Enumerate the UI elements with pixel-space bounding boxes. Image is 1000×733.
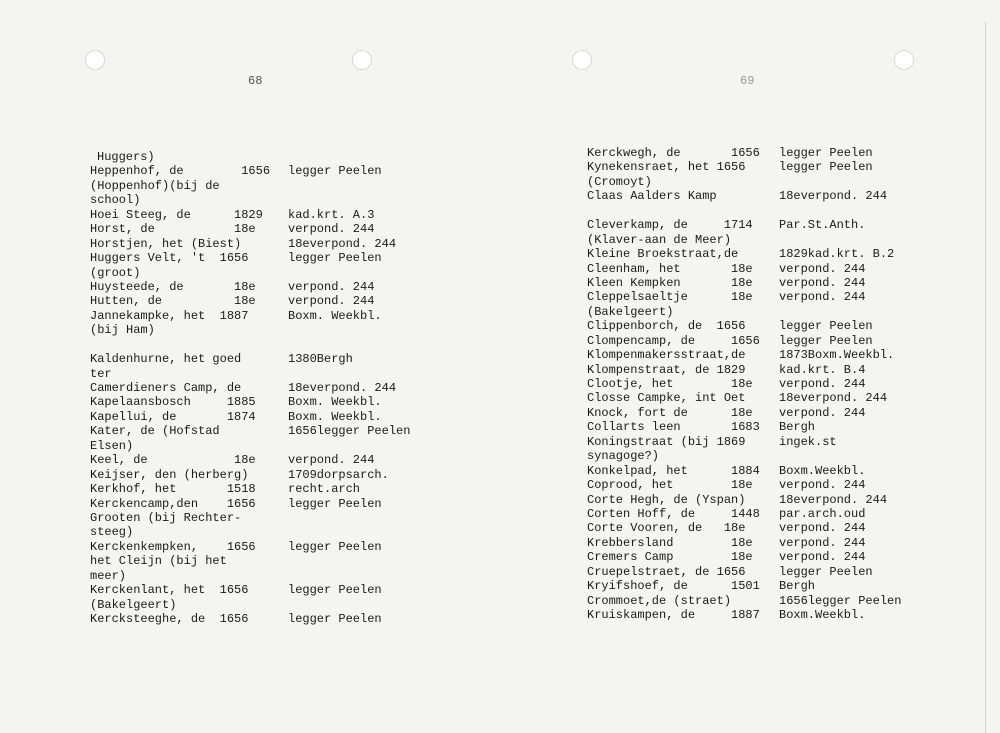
entry-name: (Cromoyt) xyxy=(587,174,652,189)
entry-name: Kryifshoef, de 1501 xyxy=(587,579,760,594)
entry-source: verpond. 244 xyxy=(779,290,866,305)
entry-name: Hutten, de 18e xyxy=(90,294,256,309)
entry-name: Horstjen, het (Biest) xyxy=(90,236,242,251)
entry-source: legger Peelen xyxy=(779,564,873,579)
entry-name: Hoei Steeg, de 1829 xyxy=(90,207,263,222)
entry-source: legger Peelen xyxy=(288,164,382,179)
index-entry xyxy=(90,280,430,294)
index-entry xyxy=(587,478,947,492)
entry-source: verpond. 244 xyxy=(288,279,375,294)
index-entry xyxy=(90,511,430,525)
entry-name: Kerckenlant, het 1656 xyxy=(90,583,249,598)
entry-name: Kater, de (Hofstad xyxy=(90,424,220,439)
entry-source: Bergh xyxy=(779,579,816,594)
entry-name: Kleine Broekstraat,de xyxy=(587,247,739,262)
entry-source: 1709dorpsarch. xyxy=(288,467,389,482)
entry-name: Klompenstraat, de 1829 xyxy=(587,362,746,377)
index-entry xyxy=(587,406,947,420)
entry-name: Camerdieners Camp, de xyxy=(90,381,242,395)
entry-source: par.arch.oud xyxy=(779,506,866,521)
index-entry xyxy=(587,290,947,304)
entry-name: Cremers Camp 18e xyxy=(587,550,753,565)
index-entry xyxy=(90,424,430,438)
index-entry xyxy=(587,594,947,608)
index-entry xyxy=(587,233,947,247)
entry-source: verpond. 244 xyxy=(288,453,375,468)
index-entry xyxy=(90,410,430,424)
index-entry xyxy=(90,294,430,308)
entry-source: 1656legger Peelen xyxy=(288,424,411,439)
page-edge-line xyxy=(985,22,986,733)
entry-source: 18everpond. 244 xyxy=(288,381,397,395)
entry-source: 18everpond. 244 xyxy=(288,236,397,251)
entry-name: meer) xyxy=(90,568,127,583)
index-entry xyxy=(587,521,947,535)
entry-source: Bergh xyxy=(779,420,816,435)
index-entry xyxy=(90,612,430,626)
left-index-column xyxy=(90,150,430,626)
entry-name: het Cleijn (bij het xyxy=(90,554,227,569)
index-entry xyxy=(587,189,947,203)
entry-name: Clippenborch, de 1656 xyxy=(587,319,746,334)
index-entry xyxy=(90,208,430,222)
index-entry xyxy=(587,391,947,405)
entry-name: Kapellui, de 1874 xyxy=(90,409,256,424)
entry-name: Corte Hegh, de (Yspan) xyxy=(587,492,746,507)
entry-source: Par.St.Anth. xyxy=(779,218,866,233)
index-entry xyxy=(587,348,947,362)
index-entry xyxy=(90,439,430,453)
entry-name: Koningstraat (bij 1869 xyxy=(587,434,746,449)
entry-source: legger Peelen xyxy=(288,583,382,598)
index-entry xyxy=(587,608,947,622)
index-entry xyxy=(90,583,430,597)
index-entry xyxy=(587,247,947,261)
index-entry xyxy=(90,367,430,381)
index-entry xyxy=(587,536,947,550)
entry-name: ter xyxy=(90,366,112,381)
index-entry xyxy=(587,579,947,593)
index-entry xyxy=(587,262,947,276)
entry-source: 18everpond. 244 xyxy=(779,391,888,406)
index-entry xyxy=(90,251,430,265)
index-entry xyxy=(90,237,430,251)
index-entry xyxy=(587,550,947,564)
entry-name: Jannekampke, het 1887 xyxy=(90,308,249,323)
entry-source: 1656legger Peelen xyxy=(779,593,902,608)
entry-name: Kapelaansbosch 1885 xyxy=(90,395,256,410)
entry-name: Claas Aalders Kamp xyxy=(587,189,717,204)
entry-name: (Hoppenhof)(bij de xyxy=(90,178,220,193)
entry-source: Boxm. Weekbl. xyxy=(288,308,382,323)
entry-name: Clootje, het 18e xyxy=(587,377,753,391)
entry-name: Grooten (bij Rechter- xyxy=(90,510,242,525)
entry-source: Boxm. Weekbl. xyxy=(288,409,382,424)
entry-source: verpond. 244 xyxy=(779,535,866,550)
index-entry xyxy=(90,309,430,323)
punch-hole-icon xyxy=(572,50,592,70)
index-entry xyxy=(90,569,430,583)
entry-name: synagoge?) xyxy=(587,449,660,464)
entry-source: Boxm.Weekbl. xyxy=(779,608,866,622)
entry-name: Cleppelsaeltje 18e xyxy=(587,290,753,305)
right-page-number: 69 xyxy=(740,74,755,88)
entry-name: Huggers) xyxy=(97,150,155,164)
entry-source: 1873Boxm.Weekbl. xyxy=(779,348,895,363)
entry-name: Corten Hoff, de 1448 xyxy=(587,506,760,521)
entry-name: Kruiskampen, de 1887 xyxy=(587,608,760,622)
entry-source: kad.krt. B.4 xyxy=(779,362,866,377)
index-entry xyxy=(90,352,430,366)
index-entry xyxy=(587,420,947,434)
entry-name: Kleen Kempken 18e xyxy=(587,275,753,290)
entry-source: ingek.st xyxy=(779,434,837,449)
punch-hole-icon xyxy=(894,50,914,70)
entry-name: Coprood, het 18e xyxy=(587,478,753,493)
entry-name: Elsen) xyxy=(90,438,134,453)
entry-source: 1380Bergh xyxy=(288,352,353,367)
entry-source: recht.arch xyxy=(288,482,361,497)
index-entry xyxy=(90,338,430,352)
entry-source: legger Peelen xyxy=(288,539,382,554)
entry-source: verpond. 244 xyxy=(779,521,866,536)
index-entry xyxy=(587,204,947,218)
entry-source: 18everpond. 244 xyxy=(779,492,888,507)
index-entry xyxy=(587,218,947,232)
index-entry xyxy=(587,334,947,348)
index-entry xyxy=(587,146,947,160)
entry-source: verpond. 244 xyxy=(779,550,866,565)
entry-source: verpond. 244 xyxy=(779,275,866,290)
entry-source: legger Peelen xyxy=(288,496,382,511)
entry-source: 1829kad.krt. B.2 xyxy=(779,247,895,262)
index-entry xyxy=(90,193,430,207)
entry-source: verpond. 244 xyxy=(779,405,866,420)
entry-name: Closse Campke, int Oet xyxy=(587,391,746,406)
index-entry xyxy=(90,554,430,568)
entry-name: Collarts leen 1683 xyxy=(587,420,760,435)
entry-name: Huggers Velt, 't 1656 xyxy=(90,251,249,266)
entry-name: Heppenhof, de 1656 xyxy=(90,164,271,179)
index-entry xyxy=(90,164,430,178)
entry-name: (Bakelgeert) xyxy=(587,304,674,319)
left-page-number: 68 xyxy=(248,74,263,88)
entry-source: Boxm. Weekbl. xyxy=(288,395,382,410)
entry-source: kad.krt. A.3 xyxy=(288,207,375,222)
index-entry xyxy=(90,497,430,511)
index-entry xyxy=(90,381,430,395)
punch-hole-icon xyxy=(352,50,372,70)
index-entry xyxy=(587,377,947,391)
entry-name: Kerckenkempken, 1656 xyxy=(90,539,256,554)
index-entry xyxy=(90,179,430,193)
entry-name: (groot) xyxy=(90,265,141,280)
index-entry xyxy=(90,222,430,236)
entry-name: Kerkhof, het 1518 xyxy=(90,482,256,497)
entry-source: legger Peelen xyxy=(779,146,873,160)
entry-source: 18everpond. 244 xyxy=(779,189,888,204)
index-entry xyxy=(587,305,947,319)
entry-name: Klompenmakersstraat,de xyxy=(587,348,746,363)
entry-name: Konkelpad, het 1884 xyxy=(587,463,760,478)
entry-name: Keijser, den (herberg) xyxy=(90,467,249,482)
entry-name: Kaldenhurne, het goed xyxy=(90,352,242,367)
index-entry xyxy=(587,449,947,463)
entry-name: Huysteede, de 18e xyxy=(90,279,256,294)
entry-name: Cruepelstraet, de 1656 xyxy=(587,564,746,579)
entry-name: Clompencamp, de 1656 xyxy=(587,333,760,348)
right-index-column xyxy=(587,146,947,622)
entry-name: (Klaver-aan de Meer) xyxy=(587,232,732,247)
entry-name: Kerckwegh, de 1656 xyxy=(587,146,760,160)
index-entry xyxy=(90,525,430,539)
entry-name: Kerckencamp,den 1656 xyxy=(90,496,256,511)
entry-name: Kercksteeghe, de 1656 xyxy=(90,612,249,626)
entry-source: legger Peelen xyxy=(779,319,873,334)
punch-hole-icon xyxy=(85,50,105,70)
entry-name: Cleverkamp, de 1714 xyxy=(587,218,753,233)
entry-source: verpond. 244 xyxy=(288,222,375,237)
entry-name: Keel, de 18e xyxy=(90,453,256,468)
entry-source: verpond. 244 xyxy=(288,294,375,309)
entry-name: Corte Vooren, de 18e xyxy=(587,521,746,536)
entry-name: Horst, de 18e xyxy=(90,222,256,237)
index-entry xyxy=(587,565,947,579)
index-entry xyxy=(90,323,430,337)
entry-source: verpond. 244 xyxy=(779,478,866,493)
index-entry xyxy=(90,395,430,409)
index-entry xyxy=(90,598,430,612)
entry-name: Cleenham, het 18e xyxy=(587,261,753,276)
entry-source: legger Peelen xyxy=(779,333,873,348)
index-entry xyxy=(587,175,947,189)
entry-source: legger Peelen xyxy=(779,160,873,175)
index-entry xyxy=(587,507,947,521)
entry-source: legger Peelen xyxy=(288,612,382,626)
entry-name: Kynekensraet, het 1656 xyxy=(587,160,746,175)
index-entry xyxy=(90,266,430,280)
index-entry xyxy=(90,540,430,554)
index-entry xyxy=(90,482,430,496)
entry-source: verpond. 244 xyxy=(779,377,866,391)
index-entry xyxy=(587,276,947,290)
index-entry xyxy=(587,464,947,478)
entry-name: school) xyxy=(90,193,141,208)
entry-name: Knock, fort de 18e xyxy=(587,405,753,420)
index-entry xyxy=(587,363,947,377)
index-entry xyxy=(90,468,430,482)
entry-source: verpond. 244 xyxy=(779,261,866,276)
index-entry xyxy=(90,453,430,467)
entry-name: (bij Ham) xyxy=(90,323,155,338)
index-entry xyxy=(90,150,430,164)
entry-source: legger Peelen xyxy=(288,251,382,266)
index-entry xyxy=(587,493,947,507)
index-entry xyxy=(587,319,947,333)
entry-name: steeg) xyxy=(90,525,134,540)
index-entry xyxy=(587,435,947,449)
entry-name: Krebbersland 18e xyxy=(587,535,753,550)
entry-source: Boxm.Weekbl. xyxy=(779,463,866,478)
entry-name: Crommoet,de (straet) xyxy=(587,593,732,608)
entry-name: (Bakelgeert) xyxy=(90,597,177,612)
index-entry xyxy=(587,160,947,174)
